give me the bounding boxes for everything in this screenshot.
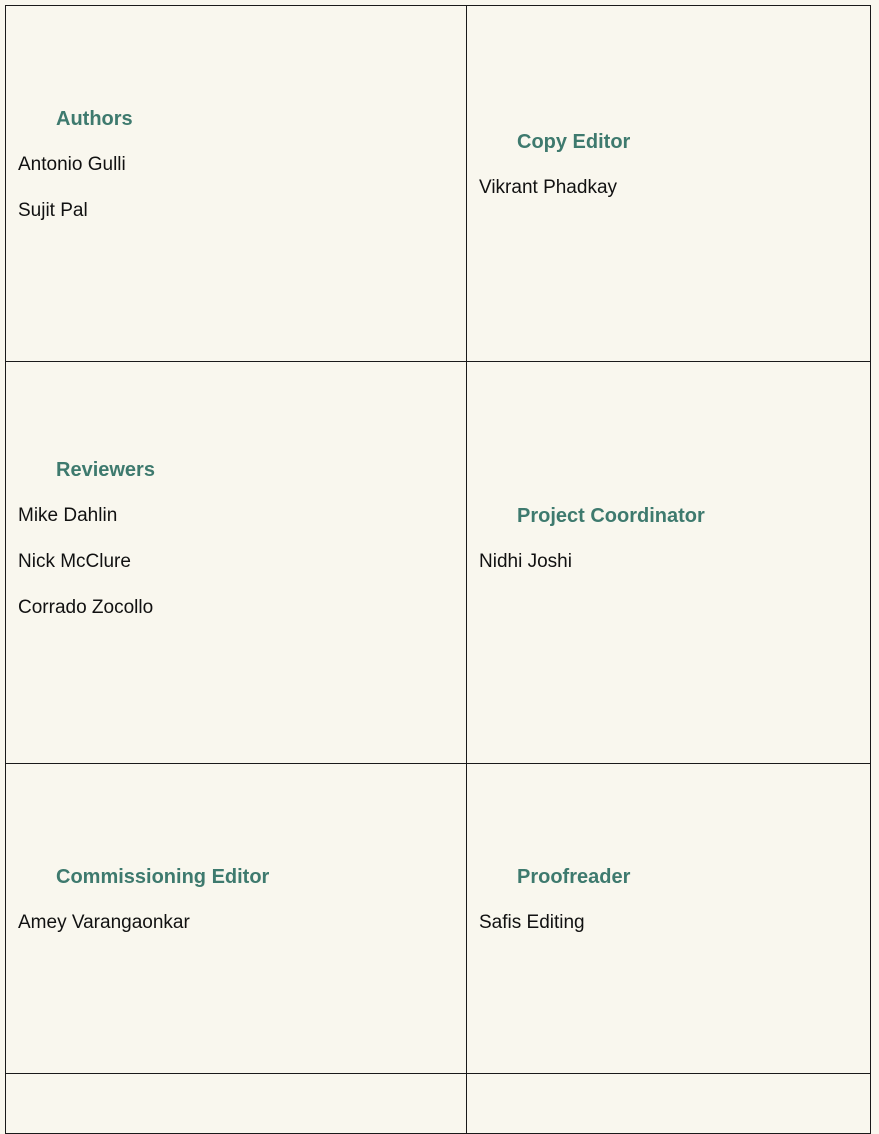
reviewer-name: Corrado Zocollo xyxy=(18,596,154,618)
credits-table xyxy=(5,5,871,1134)
reviewer-name: Mike Dahlin xyxy=(18,504,118,526)
authors-heading: Authors xyxy=(56,107,133,130)
credits-row xyxy=(6,764,871,1074)
copy-editor-cell xyxy=(467,6,871,362)
credits-row-partial xyxy=(6,1074,871,1134)
commissioning-editor-name: Amey Varangaonkar xyxy=(18,911,190,933)
project-coordinator-cell xyxy=(467,362,871,764)
credits-row xyxy=(6,6,871,362)
proofreader-name: Safis Editing xyxy=(479,911,585,933)
authors-cell xyxy=(6,6,467,362)
credits-row xyxy=(6,362,871,764)
copy-editor-heading: Copy Editor xyxy=(517,130,631,153)
empty-cell xyxy=(6,1074,467,1134)
reviewers-cell xyxy=(6,362,467,764)
project-coordinator-heading: Project Coordinator xyxy=(517,504,705,527)
author-name: Antonio Gulli xyxy=(18,153,126,175)
proofreader-heading: Proofreader xyxy=(517,865,631,888)
author-name: Sujit Pal xyxy=(18,199,88,221)
reviewer-name: Nick McClure xyxy=(18,550,131,572)
project-coordinator-name: Nidhi Joshi xyxy=(479,550,572,572)
reviewers-heading: Reviewers xyxy=(56,458,155,481)
proofreader-cell xyxy=(467,764,871,1074)
commissioning-editor-cell xyxy=(6,764,467,1074)
copy-editor-name: Vikrant Phadkay xyxy=(479,176,618,198)
commissioning-editor-heading: Commissioning Editor xyxy=(56,865,270,888)
empty-cell xyxy=(467,1074,871,1134)
